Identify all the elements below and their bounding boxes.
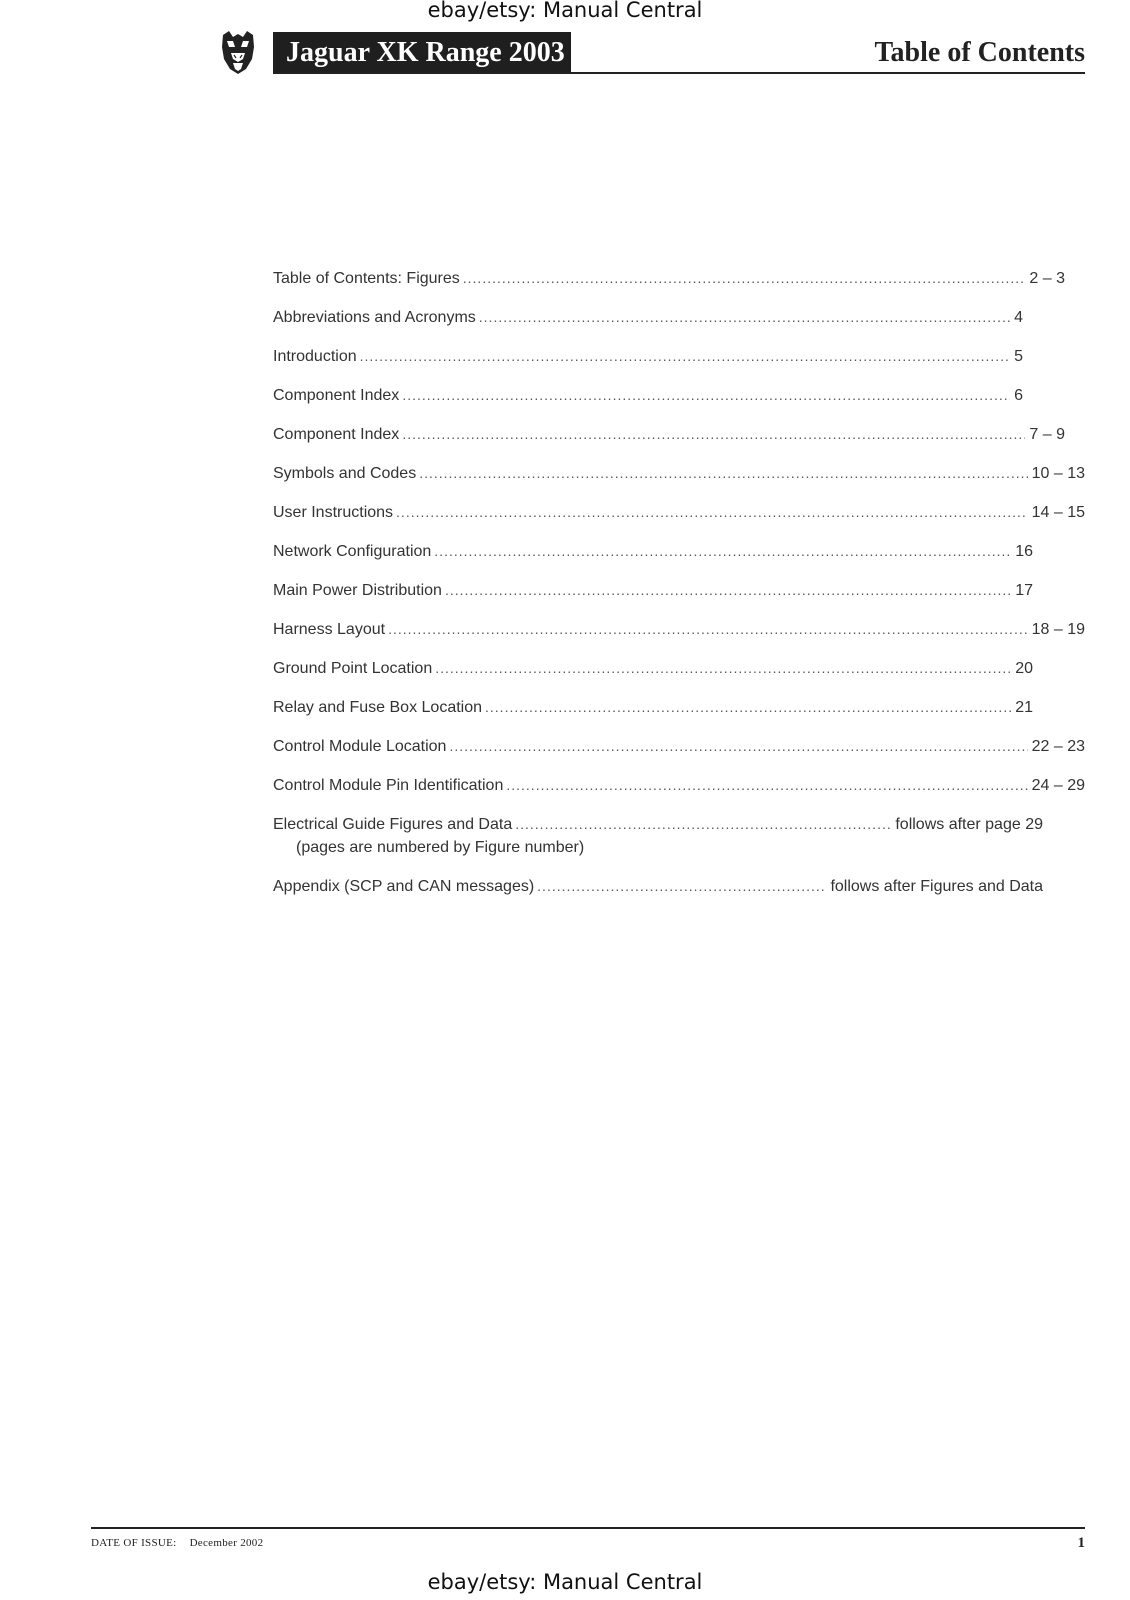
toc-entry-note: (pages are numbered by Figure number): [296, 839, 585, 856]
toc-entry-pages: 4: [1014, 309, 1023, 326]
toc-entry-pages: follows after Figures and Data: [830, 878, 1043, 895]
dot-leader: [419, 465, 1027, 481]
dot-leader: [402, 387, 1010, 403]
toc-entry-pages: 14 – 15: [1031, 504, 1085, 521]
toc-entry-pages: 16: [1015, 543, 1033, 560]
toc-entry-title: Main Power Distribution: [273, 582, 442, 599]
toc-entry[interactable]: [273, 738, 1085, 760]
toc-entry[interactable]: [273, 543, 1033, 565]
toc-entry[interactable]: [273, 387, 1023, 409]
footer-rule: [91, 1527, 1085, 1529]
toc-entry-pages: 24 – 29: [1031, 777, 1085, 794]
dot-leader: [537, 878, 826, 894]
toc-entry-pages: 20: [1015, 660, 1033, 677]
toc-entry[interactable]: [273, 270, 1065, 292]
dot-leader: [506, 777, 1027, 793]
dot-leader: [402, 426, 1025, 442]
toc-entry-title: Abbreviations and Acronyms: [273, 309, 476, 326]
toc-entry-title: Network Configuration: [273, 543, 432, 560]
toc-entry-title: User Instructions: [273, 504, 394, 521]
toc-entry[interactable]: [273, 348, 1023, 370]
toc-entry[interactable]: [273, 699, 1033, 721]
dot-leader: [463, 270, 1026, 286]
toc-entry[interactable]: [273, 816, 1043, 838]
toc-entry-pages: 22 – 23: [1031, 738, 1085, 755]
page-number: 1: [1077, 1535, 1085, 1551]
toc-entry-pages: 17: [1015, 582, 1033, 599]
dot-leader: [485, 699, 1011, 715]
dot-leader: [449, 738, 1027, 754]
dot-leader: [360, 348, 1010, 364]
toc-entry-pages: 2 – 3: [1029, 270, 1065, 287]
dot-leader: [388, 621, 1028, 637]
brand-title: Jaguar XK Range 2003: [273, 32, 571, 74]
toc-entry-pages: 10 – 13: [1031, 465, 1085, 482]
toc-entry-pages: 21: [1015, 699, 1033, 716]
jaguar-growler-icon: [219, 29, 257, 75]
dot-leader: [445, 582, 1011, 598]
dot-leader: [479, 309, 1010, 325]
toc-entry-title: Table of Contents: Figures: [273, 270, 460, 287]
toc-entry[interactable]: [273, 660, 1033, 682]
toc-entry-title: Component Index: [273, 387, 400, 404]
toc-entry-title: Appendix (SCP and CAN messages): [273, 878, 535, 895]
watermark-bottom: ebay/etsy: Manual Central: [427, 1570, 703, 1594]
toc-entry-title: Harness Layout: [273, 621, 386, 638]
toc-entry[interactable]: [273, 426, 1065, 448]
toc-entry-pages: 7 – 9: [1029, 426, 1065, 443]
toc-entry-title: Introduction: [273, 348, 357, 365]
toc-entry-title: Symbols and Codes: [273, 465, 417, 482]
toc-entry-title: Ground Point Location: [273, 660, 433, 677]
toc-entry[interactable]: [273, 465, 1085, 487]
toc-entry-pages: 18 – 19: [1031, 621, 1085, 638]
toc-entry-title: Control Module Pin Identification: [273, 777, 504, 794]
date-of-issue-label: DATE OF ISSUE:: [91, 1537, 177, 1549]
dot-leader: [435, 660, 1011, 676]
watermark-top: ebay/etsy: Manual Central: [427, 0, 703, 22]
toc-entry-title: Component Index: [273, 426, 400, 443]
toc-entry[interactable]: [273, 621, 1085, 643]
toc-entry-pages: 6: [1014, 387, 1023, 404]
toc-entry[interactable]: [273, 309, 1023, 331]
toc-entry[interactable]: [273, 582, 1033, 604]
toc-entry[interactable]: [273, 878, 1043, 900]
dot-leader: [434, 543, 1011, 559]
toc-entry-pages: follows after page 29: [895, 816, 1043, 833]
dot-leader: [515, 816, 891, 832]
dot-leader: [396, 504, 1028, 520]
toc-entry-pages: 5: [1014, 348, 1023, 365]
date-of-issue-value: December 2002: [189, 1537, 264, 1549]
date-of-issue: [91, 1537, 263, 1549]
section-title: Table of Contents: [874, 37, 1085, 68]
header-rule: [273, 72, 1085, 74]
toc-entry-title: Electrical Guide Figures and Data: [273, 816, 513, 833]
toc-entry[interactable]: [273, 504, 1085, 526]
toc-entry-title: Relay and Fuse Box Location: [273, 699, 483, 716]
toc-entry-title: Control Module Location: [273, 738, 447, 755]
toc-entry[interactable]: [273, 777, 1085, 799]
